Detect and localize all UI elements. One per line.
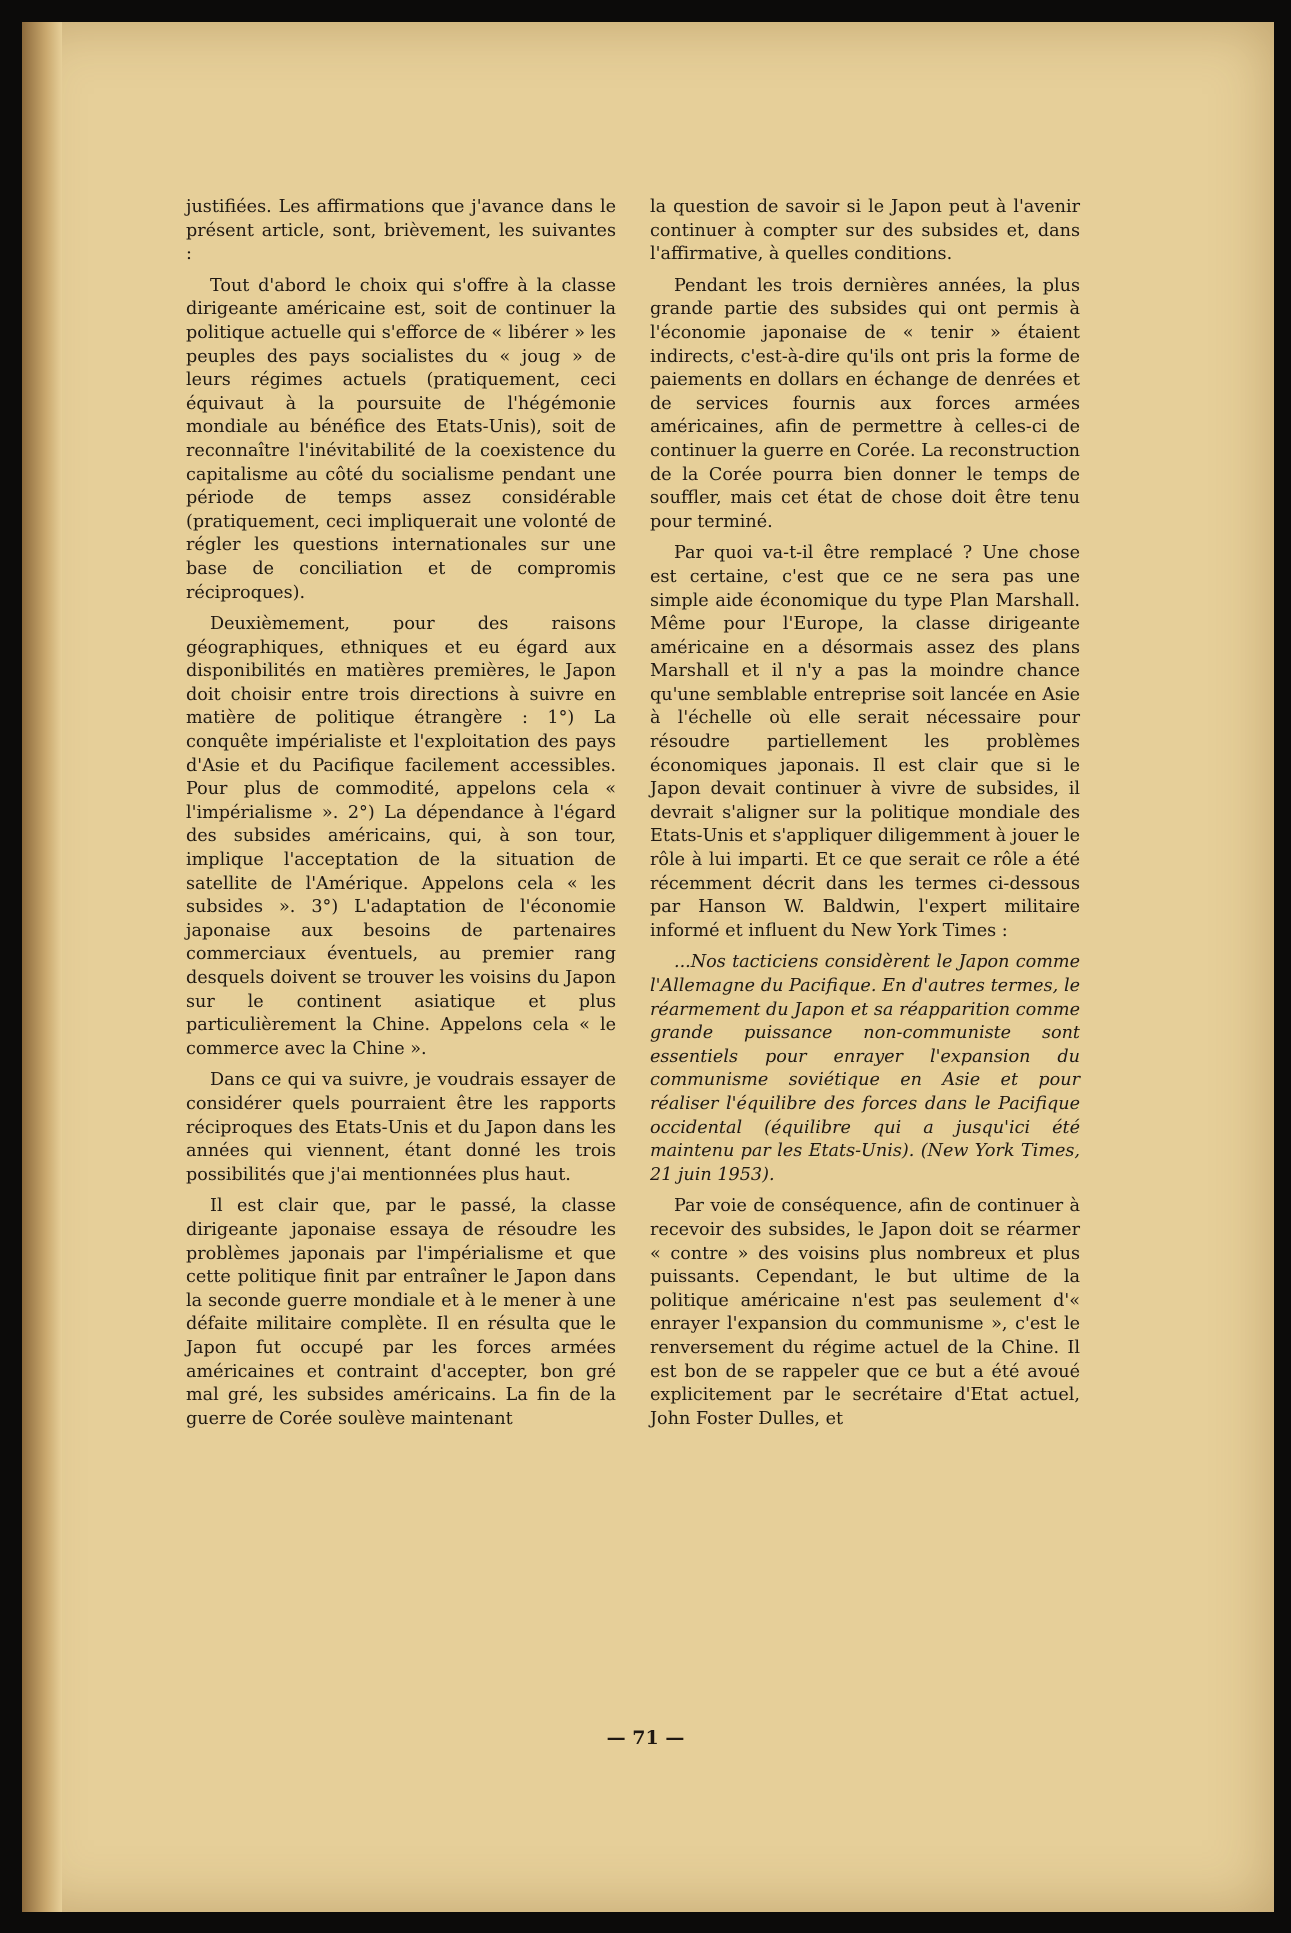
paragraph: Par voie de conséquence, afin de continuer à recevoir des subsides, le Japon doit se réarmer « contre » des voisins plus nombreux et plus puissants. Cependant, le but ultime de la politique américaine n'est pas seulement d'« enrayer l'expansion du communisme », c'est le renversement du régime actuel de la Chine. Il est bon de se rappeler que ce but a été avoué explicitement par le secrétaire d'Etat actuel, John Foster Dulles, et (650, 1196, 1080, 1429)
paragraph: Dans ce qui va suivre, je voudrais essayer de considérer quels pourraient être les rapports réciproques des Etats-Unis et du Japon dans les années qui viennent, étant donné les trois possibilités que j'ai mentionnées plus haut. (186, 1070, 616, 1185)
right-column (650, 196, 1080, 1439)
page-number: — 71 — (606, 1727, 685, 1749)
paragraph: justifiées. Les affirmations que j'avance dans le présent article, sont, brièvement, les suivantes : (186, 197, 616, 265)
paragraph: Pendant les trois dernières années, la plus grande partie des subsides qui ont permis à l'économie japonaise de « tenir » étaient indirects, c'est-à-dire qu'ils ont pris la forme de paiements en dollars en échange de denrées et de services fournis aux forces armées américaines, afin de permettre à celles-ci de continuer la guerre en Corée. La reconstruction de la Corée pourra bien donner le temps de souffler, mais cet état de chose doit être tenu pour terminé. (650, 275, 1080, 532)
paragraph: Tout d'abord le choix qui s'offre à la classe dirigeante américaine est, soit de continuer la politique actuelle qui s'efforce de « libérer » les peuples des pays socialistes du « joug » de leurs régimes actuels (pratiquement, ceci équivaut à la poursuite de l'hégémonie mondiale au bénéfice des Etats-Unis), soit de reconnaître l'inévitabilité de la coexistence du capitalisme au côté du socialisme pendant une période de temps assez considérable (pratiquement, ceci impliquerait une volonté de régler les questions internationales sur une base de conciliation et de compromis réciproques). (186, 275, 616, 603)
quotation: ...Nos tacticiens considèrent le Japon comme l'Allemagne du Pacifique. En d'autres termes, le réarmement du Japon et sa réapparition comme grande puissance non-communiste sont essentiels pour enrayer l'expansion du communisme soviétique en Asie et pour réaliser l'équilibre des forces dans le Pacifique occidental (équilibre qui a jusqu'ici été maintenu par les Etats-Unis). (New York Times, 21 juin 1953). (650, 952, 1080, 1185)
paragraph: la question de savoir si le Japon peut à l'avenir continuer à compter sur des subsides et, dans l'affirmative, à quelles conditions. (650, 197, 1080, 265)
book-spine (22, 22, 62, 1912)
paragraph: Il est clair que, par le passé, la classe dirigeante japonaise essaya de résoudre les problèmes japonais par l'impérialisme et que cette politique finit par entraîner le Japon dans la seconde guerre mondiale et à le mener à une défaite militaire complète. Il en résulta que le Japon fut occupé par les forces armées américaines et contraint d'accepter, bon gré mal gré, les subsides américains. La fin de la guerre de Corée soulève maintenant (186, 1196, 616, 1429)
left-column (186, 196, 616, 1439)
paragraph: Deuxièmement, pour des raisons géographiques, ethniques et eu égard aux disponibilités en matières premières, le Japon doit choisir entre trois directions à suivre en matière de politique étrangère : 1°) La conquête impérialiste et l'exploitation des pays d'Asie et du Pacifique facilement accessibles. Pour plus de commodité, appelons cela « l'impérialisme ». 2°) La dépendance à l'égard des subsides américains, qui, à son tour, implique l'acceptation de la situation de satellite de l'Amérique. Appelons cela « les subsides ». 3°) L'adaptation de l'économie japonaise aux besoins de partenaires commerciaux éventuels, au premier rang desquels doivent se trouver les voisins du Japon sur le continent asiatique et plus particulièrement la Chine. Appelons cela « le commerce avec la Chine ». (186, 614, 616, 1059)
paragraph: Par quoi va-t-il être remplacé ? Une chose est certaine, c'est que ce ne sera pas une simple aide économique du type Plan Marshall. Même pour l'Europe, la classe dirigeante américaine en a désormais assez des plans Marshall et il n'y a pas la moindre chance qu'une semblable entreprise soit lancée en Asie à l'échelle où elle serait nécessaire pour résoudre partiellement les problèmes économiques japonais. Il est clair que si le Japon devait continuer à vivre de subsides, il devrait s'aligner sur la politique mondiale des Etats-Unis et s'appliquer diligemment à jouer le rôle à lui imparti. Et ce que serait ce rôle a été récemment décrit dans les termes ci-dessous par Hanson W. Baldwin, l'expert militaire informé et influent du New York Times : (650, 543, 1080, 941)
